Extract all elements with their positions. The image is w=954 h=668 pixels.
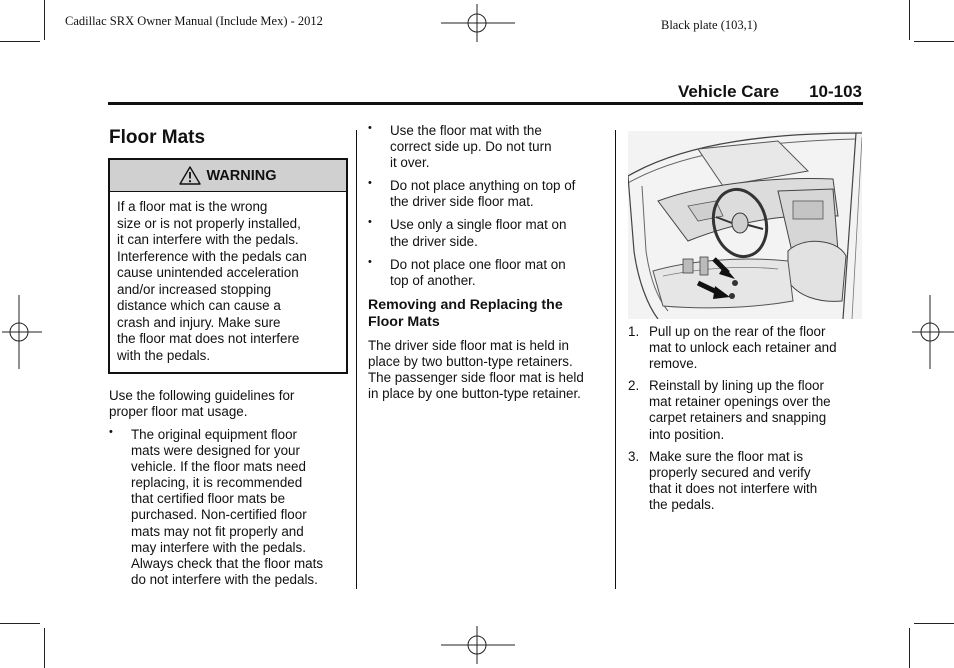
bullet-line: purchased. Non-certified floor <box>131 507 307 523</box>
step-number: 1. <box>628 324 640 339</box>
bullet-line: mats were designed for your <box>131 443 300 459</box>
floor-mat-illustration <box>628 131 862 319</box>
warning-line: If a floor mat is the wrong <box>117 199 268 214</box>
warning-line: and/or increased stopping <box>117 281 272 297</box>
step-line: remove. <box>649 356 698 372</box>
subheading-line: Removing and Replacing the <box>368 297 563 313</box>
list-item <box>628 378 864 442</box>
bullet-line: • Do not place one floor mat on <box>390 256 566 272</box>
warning-label: WARNING <box>206 167 277 184</box>
intro-line: Use the following guidelines for <box>109 388 295 403</box>
bullet-line: • The original equipment floor <box>131 427 297 442</box>
intro-line: proper floor mat usage. <box>109 404 248 420</box>
step-line: Reinstall by lining up the floor <box>649 378 824 394</box>
paragraph-line: The passenger side floor mat is held <box>368 370 584 386</box>
registration-mark-icon <box>441 4 515 42</box>
warning-triangle-icon <box>179 166 201 185</box>
step-line: that it does not interfere with <box>649 480 818 496</box>
crop-mark-icon <box>0 623 40 624</box>
bullet-line: the driver side floor mat. <box>390 194 534 210</box>
crop-mark-icon <box>914 41 954 42</box>
warning-line: with the pedals. <box>117 347 211 363</box>
list-item <box>368 123 608 171</box>
list-item <box>368 178 608 210</box>
step-line: Make sure the floor mat is <box>649 448 804 464</box>
step-line: mat retainer openings over the <box>649 394 831 410</box>
step-line: carpet retainers and snapping <box>649 410 827 426</box>
subheading-line: Floor Mats <box>368 314 440 330</box>
plate-label: Black plate (103,1) <box>661 18 758 32</box>
bullet-line: correct side up. Do not turn <box>390 139 552 155</box>
paragraph-line: place by two button-type retainers. <box>368 354 573 370</box>
warning-text <box>110 192 346 364</box>
subheading <box>368 297 613 331</box>
list-item <box>628 324 864 372</box>
car-interior-drawing <box>628 131 862 319</box>
bullet-line: • Use only a single floor mat on <box>390 217 567 233</box>
page-title: Floor Mats <box>109 127 206 148</box>
list-item <box>368 217 608 249</box>
warning-line: Interference with the pedals can <box>117 248 307 264</box>
paragraph-line: The driver side floor mat is held in <box>368 338 569 353</box>
step-line: properly secured and verify <box>649 464 811 480</box>
retainer-paragraph <box>368 338 613 402</box>
bullet-line: top of another. <box>390 272 476 288</box>
guideline-list-left <box>109 427 349 588</box>
bullet-line: mats may not fit properly and <box>131 523 304 539</box>
warning-line: the floor mat does not interfere <box>117 331 300 346</box>
bullet-line: the driver side. <box>390 233 478 249</box>
list-item <box>628 449 864 513</box>
list-item <box>368 257 608 289</box>
bullet-line: • Use the floor mat with the <box>390 123 542 138</box>
bullet-line: that certified floor mats be <box>131 491 286 507</box>
step-line: mat to unlock each retainer and <box>649 340 837 356</box>
warning-line: cause unintended acceleration <box>117 265 299 280</box>
crop-mark-icon <box>44 0 45 40</box>
page-number: 10-103 <box>809 82 862 101</box>
crop-mark-icon <box>0 41 40 42</box>
warning-header <box>110 160 346 192</box>
warning-line: crash and injury. Make sure <box>117 314 281 330</box>
warning-line: size or is not properly installed, <box>117 215 301 231</box>
column-divider <box>615 130 616 589</box>
section-name: Vehicle Care <box>677 82 780 101</box>
column-divider <box>356 130 357 589</box>
manual-title: Cadillac SRX Owner Manual (Include Mex) - 2012 <box>65 14 323 28</box>
bullet-line: may interfere with the pedals. <box>131 539 306 555</box>
intro-text <box>109 388 349 420</box>
procedure-steps <box>628 324 864 513</box>
bullet-line: it over. <box>390 155 430 171</box>
bullet-line: do not interfere with the pedals. <box>131 571 318 587</box>
section-heading <box>678 82 862 102</box>
registration-mark-icon <box>2 295 42 369</box>
step-number: 3. <box>628 448 640 464</box>
registration-mark-icon <box>441 626 515 664</box>
crop-mark-icon <box>909 628 910 668</box>
bullet-line: replacing, it is recommended <box>131 475 303 491</box>
registration-mark-icon <box>912 295 954 369</box>
bullet-line: Always check that the floor mats <box>131 555 324 571</box>
warning-line: it can interfere with the pedals. <box>117 232 299 247</box>
paragraph-line: in place by one button-type retainer. <box>368 386 581 402</box>
list-item <box>109 427 349 588</box>
guideline-list-middle <box>368 123 608 289</box>
bullet-line: • Do not place anything on top of <box>390 178 576 194</box>
header-rule <box>108 102 863 105</box>
bullet-line: vehicle. If the floor mats need <box>131 459 306 475</box>
warning-line: distance which can cause a <box>117 298 281 313</box>
crop-mark-icon <box>44 628 45 668</box>
crop-mark-icon <box>914 623 954 624</box>
step-line: into position. <box>649 426 725 442</box>
warning-box <box>108 158 348 374</box>
step-line: Pull up on the rear of the floor <box>649 324 826 339</box>
crop-mark-icon <box>909 0 910 40</box>
step-line: the pedals. <box>649 496 715 512</box>
step-number: 2. <box>628 378 640 394</box>
